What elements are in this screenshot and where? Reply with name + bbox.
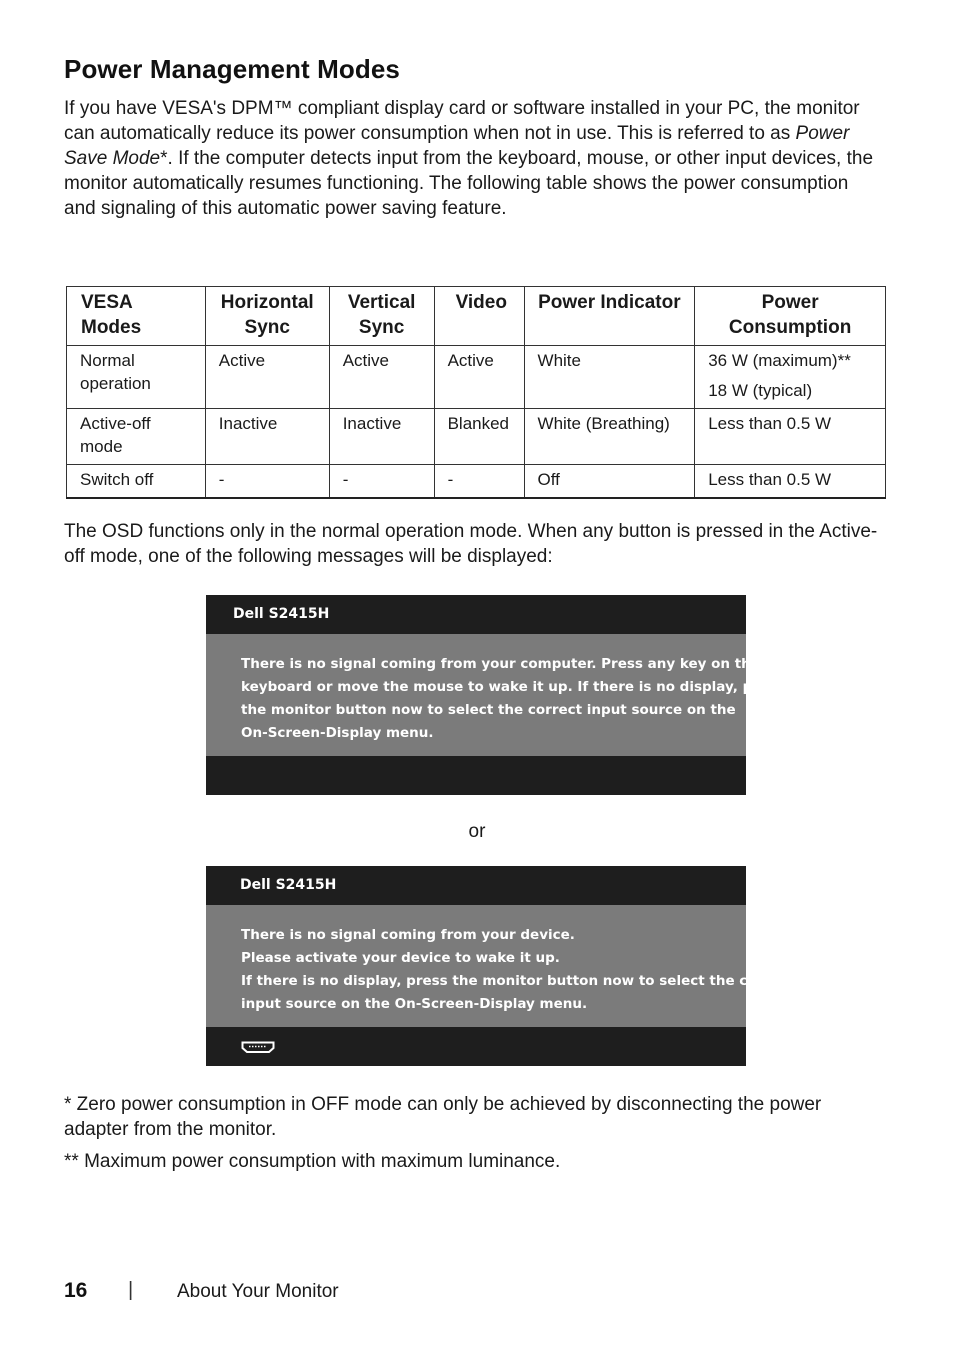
cell-power-indicator: White (Breathing)	[524, 409, 695, 465]
header-power-indicator: Power Indicator	[524, 287, 695, 346]
cell-power-consumption: Less than 0.5 W	[695, 465, 886, 499]
osd-message-text	[241, 924, 794, 1016]
intro-italic-term: Power Save Mode	[64, 123, 850, 169]
cell-vertical-sync: -	[329, 465, 434, 499]
cell-video: -	[434, 465, 524, 499]
osd-message-line: There is no signal coming from your device.	[241, 927, 575, 943]
intro-paragraph	[64, 96, 884, 221]
cell-mode: Active-off mode	[67, 409, 206, 465]
cell-horizontal-sync: -	[205, 465, 329, 499]
header-vesa-modes: VESA Modes	[67, 287, 206, 346]
osd-title: Dell S2415H	[240, 877, 337, 893]
header-power-consumption: Power Consumption	[695, 287, 886, 346]
osd-bottom-bar	[206, 1027, 746, 1066]
table-row	[67, 465, 886, 499]
osd-message-line: There is no signal coming from your computer. Press any key on the	[241, 656, 760, 672]
osd-bottom-bar	[206, 756, 746, 795]
cell-vertical-sync: Active	[329, 346, 434, 409]
osd-message-line: input source on the On-Screen-Display menu.	[241, 996, 588, 1012]
power-modes-table	[66, 286, 886, 499]
header-horizontal-sync: Horizontal Sync	[205, 287, 329, 346]
cell-mode: Normal operation	[67, 346, 206, 409]
table-header-row	[67, 287, 886, 346]
osd-message-device	[206, 866, 794, 1066]
intro-text-2: *. If the computer detects input from the keyboard, mouse, or other input devices, the monitor automatically resumes functioning. The following table shows the power consumption and signaling of this automatic power saving feature.	[64, 148, 874, 219]
intro-text-1: If you have VESA's DPM™ compliant display card or software installed in your PC, the monitor can automatically reduce its power consumption when not in use. This is referred to as	[64, 98, 860, 144]
consumption-typical: 18 W (typical)	[708, 381, 813, 400]
cell-power-consumption: Less than 0.5 W	[695, 409, 886, 465]
header-vertical-sync: Vertical Sync	[329, 287, 434, 346]
cell-mode: Switch off	[67, 465, 206, 499]
osd-message-computer	[206, 595, 785, 795]
osd-message-line: On-Screen-Display menu.	[241, 725, 434, 741]
footnote-zero-power: * Zero power consumption in OFF mode can only be achieved by disconnecting the power adapter from the monitor.	[64, 1094, 822, 1140]
header-video: Video	[434, 287, 524, 346]
cell-video: Blanked	[434, 409, 524, 465]
page-heading: Power Management Modes	[64, 54, 400, 84]
osd-title-bar	[206, 595, 746, 634]
table-row	[67, 409, 886, 465]
osd-note-paragraph: The OSD functions only in the normal operation mode. When any button is pressed in the Active-off mode, one of the following messages will be displayed:	[64, 521, 878, 567]
or-separator: or	[468, 821, 486, 842]
consumption-max: 36 W (maximum)**	[708, 351, 851, 370]
osd-title: Dell S2415H	[233, 606, 330, 622]
osd-message-line: the monitor button now to select the correct input source on the	[241, 702, 736, 718]
hdmi-port-icon	[241, 1040, 275, 1054]
page-number: 16	[64, 1279, 88, 1302]
footer-separator: |	[128, 1279, 134, 1301]
osd-message-line: Please activate your device to wake it up.	[241, 950, 560, 966]
cell-video: Active	[434, 346, 524, 409]
table-row	[67, 346, 886, 409]
footer-section-title: About Your Monitor	[177, 1281, 339, 1302]
osd-message-line: keyboard or move the mouse to wake it up. If there is no display, press	[241, 679, 785, 695]
cell-power-consumption	[695, 346, 886, 409]
cell-power-indicator: White	[524, 346, 695, 409]
cell-vertical-sync: Inactive	[329, 409, 434, 465]
cell-power-indicator: Off	[524, 465, 695, 499]
cell-horizontal-sync: Inactive	[205, 409, 329, 465]
footnote-max-power: ** Maximum power consumption with maximum luminance.	[64, 1151, 561, 1172]
osd-message-line: If there is no display, press the monitor button now to select the correct	[241, 973, 794, 989]
osd-title-bar	[206, 866, 746, 905]
cell-horizontal-sync: Active	[205, 346, 329, 409]
osd-message-text	[241, 653, 785, 745]
